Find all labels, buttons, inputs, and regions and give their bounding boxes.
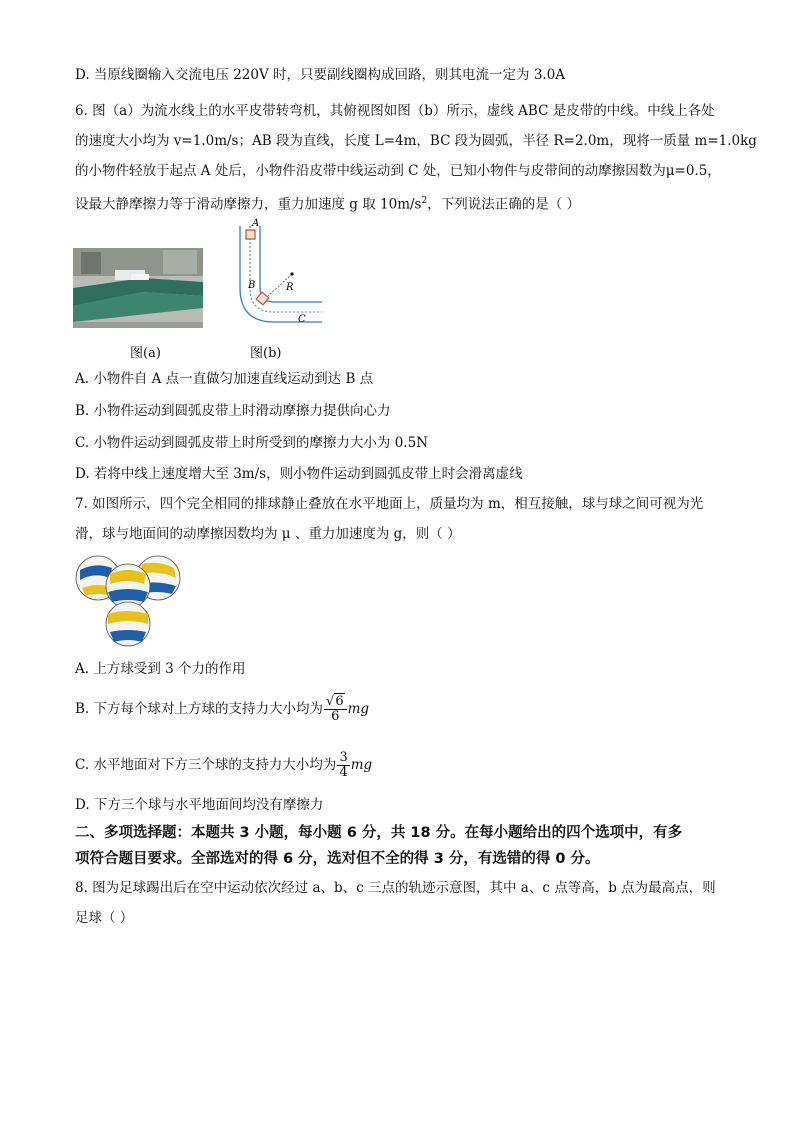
q6-stem-line3: 的小物件轻放于起点 A 处后，小物件沿皮带中线运动到 C 处，已知小物件与皮带间的动摩擦因数为μ=0.5，	[75, 163, 721, 179]
label-b: B	[248, 280, 256, 291]
caption-figure-b: 图(b)	[250, 346, 282, 361]
q6-option-a: A. 小物件自 A 点一直做匀加速直线运动到达 B 点	[75, 371, 374, 387]
q6-option-d: D. 若将中线上速度增大至 3m/s，则小物件运动到圆弧皮带上时会滑离虚线	[75, 466, 523, 482]
fraction-3-over-4	[337, 751, 349, 780]
label-c: C	[298, 314, 306, 325]
q6-unit-superscript: 2	[421, 196, 428, 206]
sqrt-symbol: √	[326, 694, 335, 709]
q7-option-b	[75, 694, 369, 728]
conveyor-photo	[73, 248, 203, 328]
q7-option-c	[75, 750, 372, 784]
volleyball-stack-figure	[72, 552, 184, 649]
q6-stem-line4	[75, 192, 580, 214]
fraction-sqrt6-over-6	[324, 695, 347, 724]
q8-stem-line1: 8. 图为足球踢出后在空中运动依次经过 a、b、c 三点的轨迹示意图，其中 a、c 点等高，b 点为最高点，则	[75, 880, 716, 896]
volleyball-top	[106, 564, 150, 608]
q7-option-b-suffix: mg	[347, 701, 370, 717]
q6-stem-line4-b: ，下列说法正确的是（ ）	[427, 196, 581, 213]
label-r: R	[286, 282, 294, 293]
q7-option-c-suffix: mg	[350, 757, 373, 773]
q5-option-d: D. 当原线圈输入交流电压 220V 时，只要副线圈构成回路，则其电流一定为 3.0A	[75, 67, 566, 83]
fraction-c-numerator: 3	[339, 750, 348, 765]
q7-option-c-prefix: C. 水平地面对下方三个球的支持力大小均为	[75, 757, 337, 773]
q6-stem-line1: 6. 图（a）为流水线上的水平皮带转弯机，其俯视图如图（b）所示，虚线 ABC 是皮带的中线。中线上各处	[75, 103, 715, 119]
q7-stem-line2: 滑，球与地面间的动摩擦因数均为 μ 、重力加速度为 g，则（ ）	[75, 526, 461, 542]
q6-option-c: C. 小物件运动到圆弧皮带上时所受到的摩擦力大小为 0.5N	[75, 435, 429, 451]
belt-diagram	[232, 218, 327, 330]
fraction-b-numerator: 6	[335, 694, 344, 709]
section2-heading-line1: 二、多项选择题：本题共 3 小题，每小题 6 分，共 18 分。在每小题给出的四个选项中，有多	[75, 825, 683, 841]
fraction-b-denominator: 6	[331, 709, 340, 724]
label-a: A	[252, 218, 260, 229]
q8-stem-line2: 足球（ ）	[75, 910, 134, 926]
q7-stem-line1: 7. 如图所示，四个完全相同的排球静止叠放在水平地面上，质量均为 m，相互接触，球与球之间可视为光	[75, 496, 704, 512]
volleyball-bottom	[106, 602, 150, 646]
caption-figure-a: 图(a)	[130, 346, 161, 361]
section2-heading-line2: 项符合题目要求。全部选对的得 6 分，选对但不全的得 3 分，有选错的得 0 分。	[75, 851, 600, 867]
q6-option-b: B. 小物件运动到圆弧皮带上时滑动摩擦力提供向心力	[75, 403, 391, 419]
q6-stem-line2: 的速度大小均为 v=1.0m/s；AB 段为直线，长度 L=4m，BC 段为圆弧，半径 R=2.0m，现将一质量 m=1.0kg	[75, 133, 757, 149]
q7-option-d: D. 下方三个球与水平地面间均没有摩擦力	[75, 797, 324, 813]
q7-option-b-prefix: B. 下方每个球对上方球的支持力大小均为	[75, 701, 324, 717]
fraction-c-denominator: 4	[339, 765, 348, 780]
q6-stem-line4-a: 设最大静摩擦力等于滑动摩擦力，重力加速度 g 取 10m/s	[75, 196, 422, 213]
q7-option-a: A. 上方球受到 3 个力的作用	[75, 661, 246, 677]
